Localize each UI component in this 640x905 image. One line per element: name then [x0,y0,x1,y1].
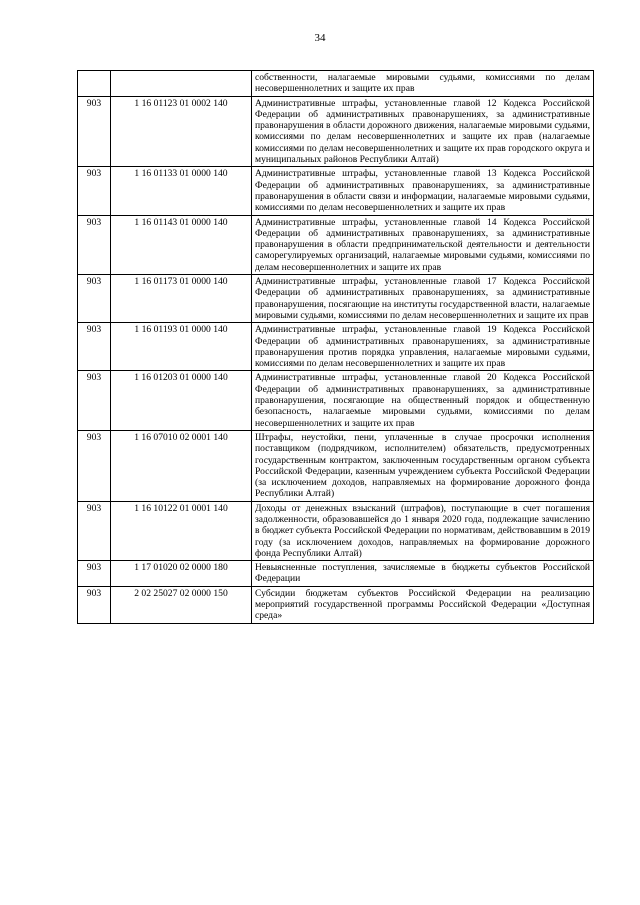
admin-code-cell: 903 [78,215,111,274]
revenue-name-cell: собственности, налагаемые мировыми судьями, комиссиями по делам несовершеннолетних и защите их прав [252,71,594,97]
admin-code-cell: 903 [78,561,111,587]
table-row [78,501,594,560]
revenue-code-cell: 1 17 01020 02 0000 180 [111,561,252,587]
table-row [78,167,594,215]
revenue-codes-table [77,70,594,624]
admin-code-cell: 903 [78,323,111,371]
table-row [78,561,594,587]
revenue-name-cell: Административные штрафы, установленные главой 12 Кодекса Российской Федерации об административных правонарушениях, за административные правонарушения в области дорожного движения, налагаемые мировыми судьями, комиссиями по делам несовершеннолетних и защите их прав (налагаемые комиссиями по делам несовершеннолетних и защите их прав городского округа и муниципальных районов Республики Алтай) [252,96,594,167]
table-row [78,430,594,501]
revenue-code-cell: 1 16 01143 01 0000 140 [111,215,252,274]
table-row [78,586,594,623]
revenue-name-cell: Штрафы, неустойки, пени, уплаченные в случае просрочки исполнения поставщиком (подрядчиком, исполнителем) обязательств, предусмотренных государственным контрактом, заключенным государственным органом субъекта Российской Федерации, казенным учреждением субъекта Российской Федерации (за исключением доходов, направляемых на формирование дорожного фонда Республики Алтай) [252,430,594,501]
admin-code-cell: 903 [78,371,111,430]
table-row [78,275,594,323]
revenue-code-cell: 1 16 10122 01 0001 140 [111,501,252,560]
revenue-code-cell: 1 16 01173 01 0000 140 [111,275,252,323]
admin-code-cell: 903 [78,586,111,623]
admin-code-cell: 903 [78,501,111,560]
table-row [78,323,594,371]
table-row [78,71,594,97]
table-row [78,371,594,430]
admin-code-cell: 903 [78,430,111,501]
revenue-name-cell: Невыясненные поступления, зачисляемые в бюджеты субъектов Российской Федерации [252,561,594,587]
revenue-name-cell: Субсидии бюджетам субъектов Российской Федерации на реализацию мероприятий государственной программы Российской Федерации «Доступная среда» [252,586,594,623]
revenue-name-cell: Административные штрафы, установленные главой 19 Кодекса Российской Федерации об административных правонарушениях, за административные правонарушения против порядка управления, налагаемые мировыми судьями, комиссиями по делам несовершеннолетних и защите их прав [252,323,594,371]
revenue-code-cell: 1 16 07010 02 0001 140 [111,430,252,501]
revenue-code-cell: 1 16 01133 01 0000 140 [111,167,252,215]
revenue-code-cell: 2 02 25027 02 0000 150 [111,586,252,623]
page-number: 34 [314,32,326,44]
revenue-name-cell: Административные штрафы, установленные главой 20 Кодекса Российской Федерации об административных правонарушениях, за административные правонарушения, посягающие на общественный порядок и общественную безопасность, налагаемые мировыми судьями, комиссиями по делам несовершеннолетних и защите их прав [252,371,594,430]
revenue-code-cell: 1 16 01123 01 0002 140 [111,96,252,167]
admin-code-cell: 903 [78,275,111,323]
table-row [78,215,594,274]
revenue-code-cell: 1 16 01203 01 0000 140 [111,371,252,430]
admin-code-cell: 903 [78,96,111,167]
revenue-code-cell [111,71,252,97]
admin-code-cell: 903 [78,167,111,215]
revenue-name-cell: Административные штрафы, установленные главой 17 Кодекса Российской Федерации об административных правонарушениях, за административные правонарушения, посягающие на институты государственной власти, налагаемые мировыми судьями, комиссиями по делам несовершеннолетних и защите их прав [252,275,594,323]
revenue-code-cell: 1 16 01193 01 0000 140 [111,323,252,371]
admin-code-cell [78,71,111,97]
revenue-name-cell: Административные штрафы, установленные главой 14 Кодекса Российской Федерации об административных правонарушениях, за административные правонарушения в области предпринимательской деятельности и деятельности саморегулируемых организаций, налагаемые мировыми судьями, комиссиями по делам несовершеннолетних и защите их прав [252,215,594,274]
table-row [78,96,594,167]
revenue-name-cell: Административные штрафы, установленные главой 13 Кодекса Российской Федерации об административных правонарушениях, за административные правонарушения в области связи и информации, налагаемые мировыми судьями, комиссиями по делам несовершеннолетних и защите их прав [252,167,594,215]
revenue-name-cell: Доходы от денежных взысканий (штрафов), поступающие в счет погашения задолженности, образовавшейся до 1 января 2020 года, подлежащие зачислению в бюджет субъекта Российской Федерации по нормативам, действовавшим в 2019 году (за исключением доходов, направляемых на формирование дорожного фонда Республики Алтай) [252,501,594,560]
